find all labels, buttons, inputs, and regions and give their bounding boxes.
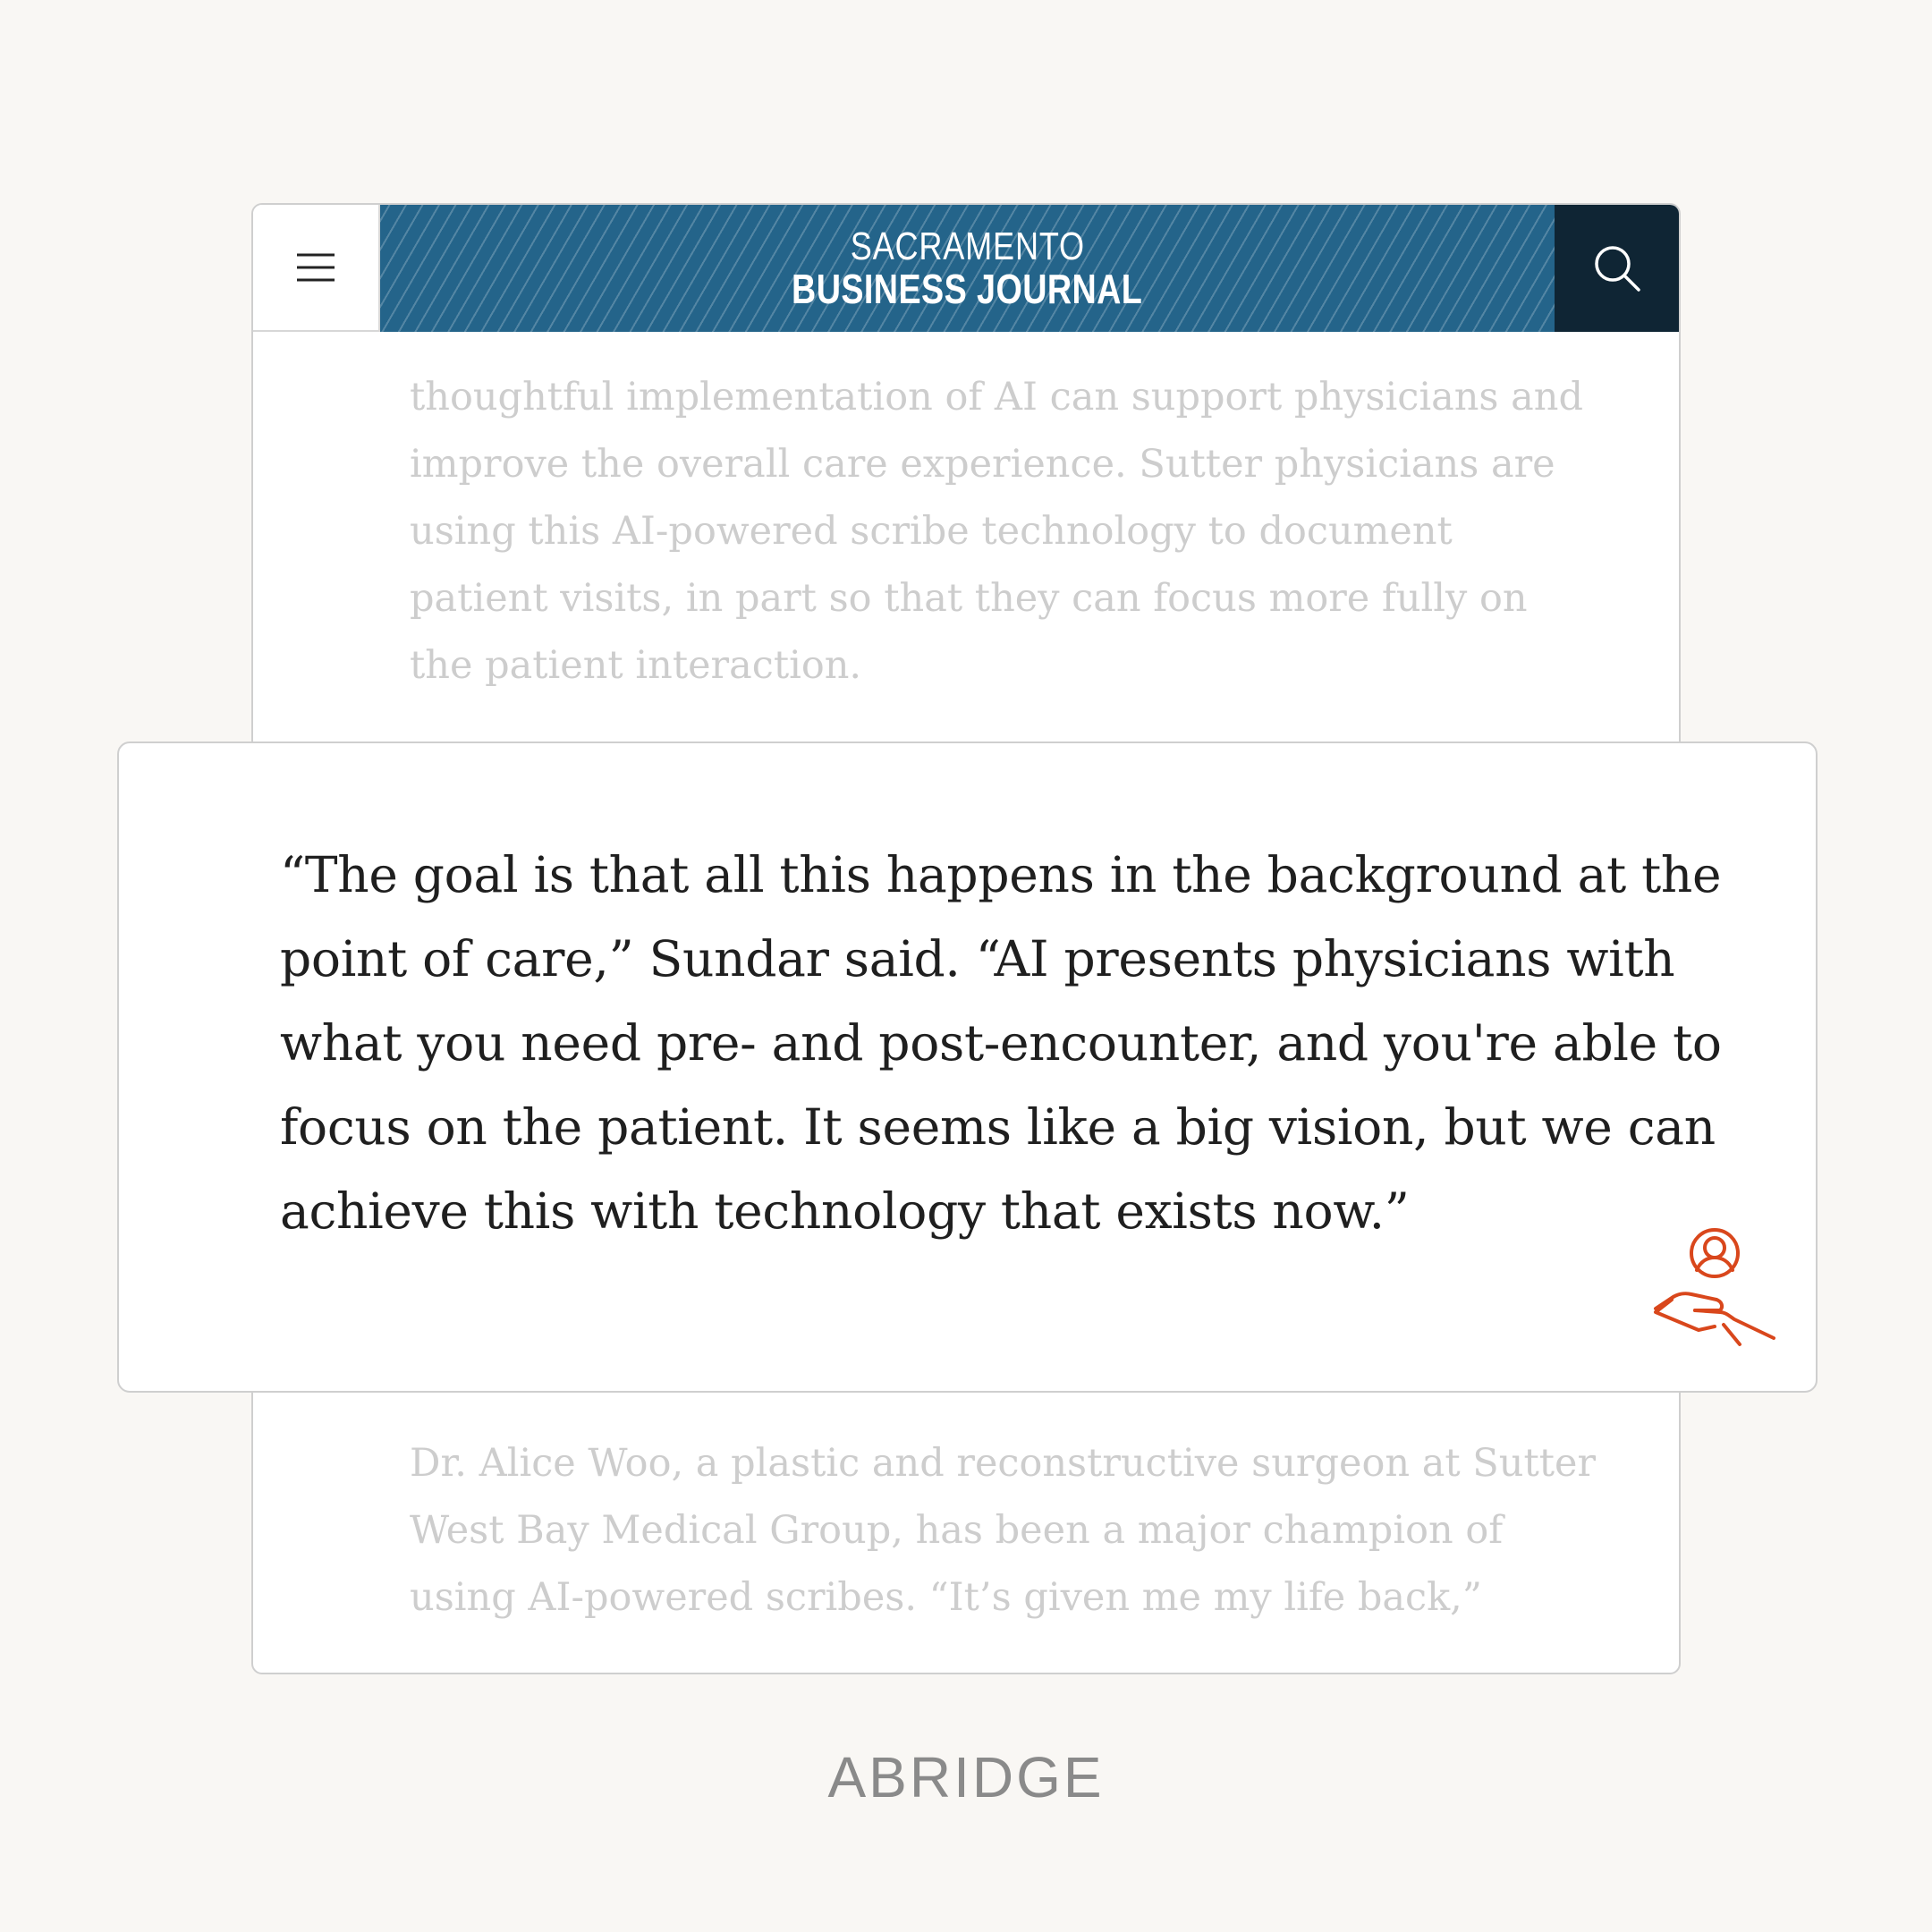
masthead-line1: SACRAMENTO [850, 225, 1085, 268]
masthead-line2: BUSINESS JOURNAL [792, 266, 1143, 312]
search-button[interactable] [1555, 205, 1679, 332]
menu-button[interactable] [253, 205, 380, 332]
pull-quote-text: “The goal is that all this happens in the background at the point of care,” Sundar said. “AI presents physicians with what you need pre- and post-encounter, and you're able to focus on the patient. It seems like a big vision, but we can achieve this with technology that exists now.” [280, 846, 1722, 1240]
hand-with-person-icon [1650, 1226, 1775, 1352]
search-icon [1592, 243, 1642, 293]
brand-logo: ABRIDGE [827, 1745, 1105, 1809]
site-logo[interactable] [380, 205, 1555, 332]
article-paragraph-before: thoughtful implementation of AI can support physicians and improve the overall care experience. Sutter physicians are using this AI-powered scribe technology to document patient visits, in part so that they can focus more fully on the patient interaction. [410, 375, 1584, 688]
site-header [253, 205, 1679, 332]
hamburger-menu-icon [295, 251, 336, 284]
pull-quote-card [117, 741, 1818, 1393]
article-paragraph-after: Dr. Alice Woo, a plastic and reconstructive surgeon at Sutter West Bay Medical Group, has been a major champion of using AI-powered scribes. “It’s given me my life back,” [410, 1441, 1597, 1620]
